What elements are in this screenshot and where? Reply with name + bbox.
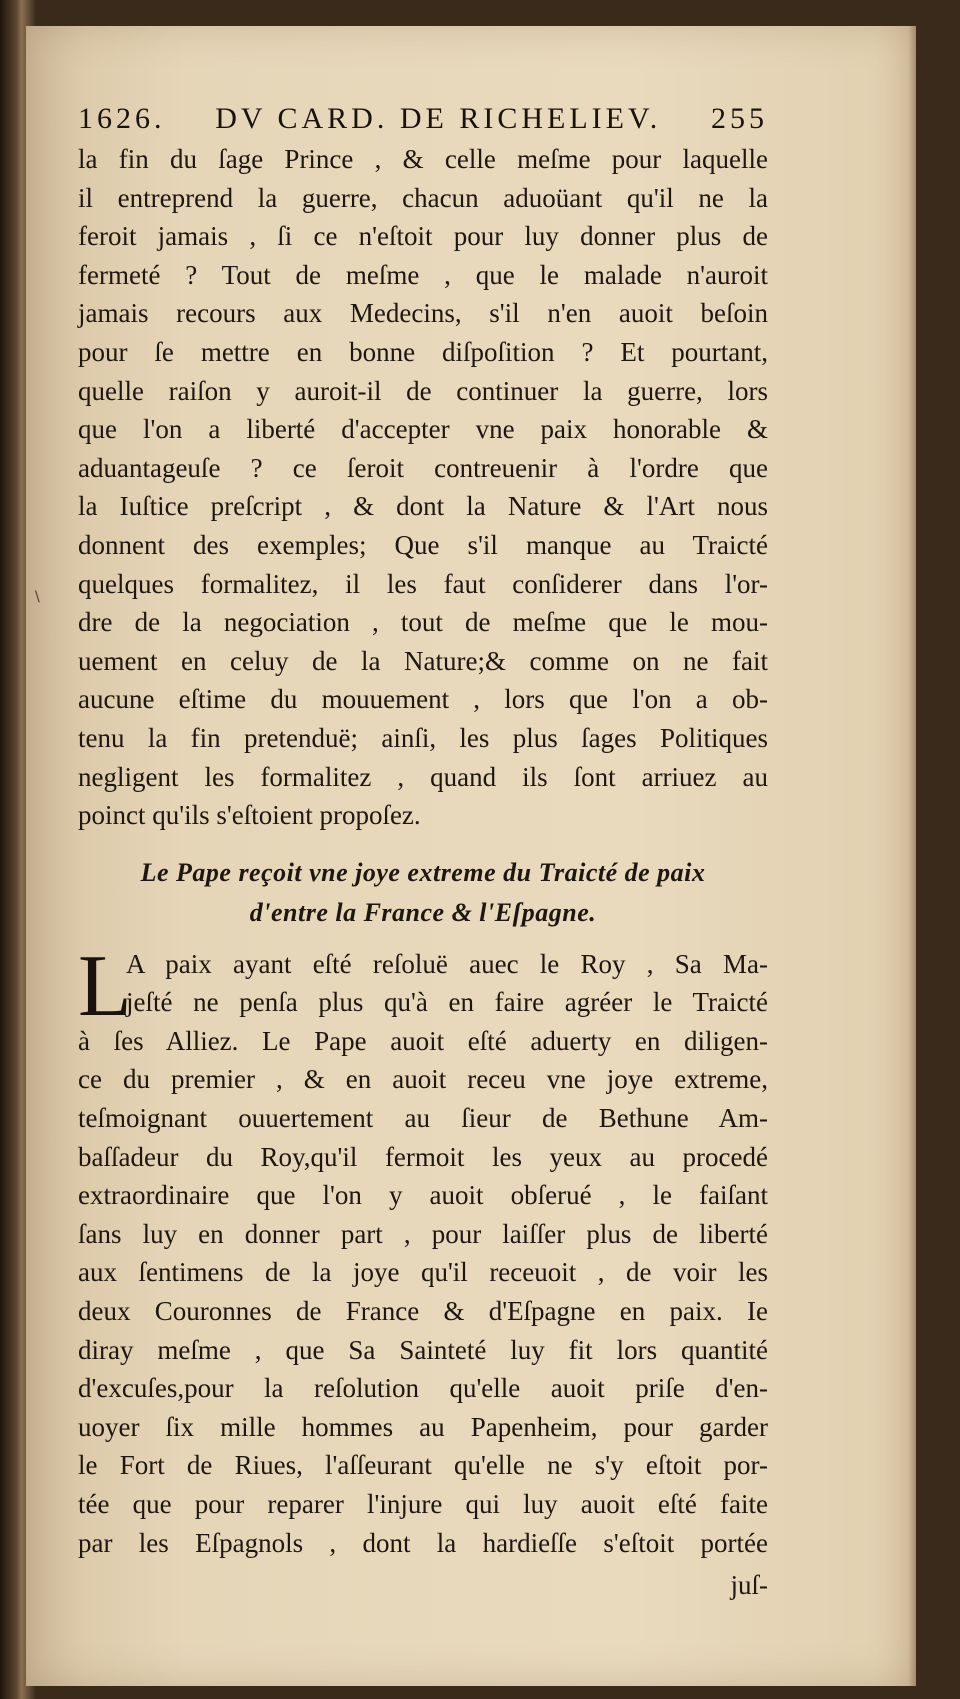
text-line: que l'on a liberté d'accepter vne paix honorable & <box>78 414 768 445</box>
text-line: dre de la negociation , tout de meſme que le mou- <box>78 607 768 638</box>
text-line: ce du premier , & en auoit receu vne joye extreme, <box>78 1064 768 1095</box>
page-edge-shadow <box>908 26 916 1686</box>
text-line: fermeté ? Tout de meſme , que le malade n'auroit <box>78 259 768 290</box>
text-line: extraordinaire que l'on y auoit obſerué , le faiſant <box>78 1180 768 1211</box>
section-heading-line: Le Pape reçoit vne joye extreme du Traicté de paix <box>140 857 706 887</box>
text-line: donnent des exemples; Que s'il manque au Traicté <box>78 529 768 560</box>
text-line: aduantageuſe ? ce ſeroit contreuenir à l'ordre que <box>78 452 768 483</box>
page-number: 255 <box>710 102 768 135</box>
text-line: deux Couronnes de France & d'Eſpagne en paix. Ie <box>78 1296 768 1327</box>
text-line: feroit jamais , ſi ce n'eſtoit pour luy donner plus de <box>78 221 768 252</box>
text-line: la Iuſtice preſcript , & dont la Nature & l'Art nous <box>78 491 768 522</box>
text-line: uement en celuy de la Nature;& comme on ne fait <box>78 645 768 676</box>
paragraph-a <box>78 140 768 835</box>
text-line: A paix ayant eſté reſoluë auec le Roy , Sa Ma- <box>126 948 768 979</box>
text-line: diray meſme , que Sa Sainteté luy fit lors quantité <box>78 1334 768 1365</box>
text-line: jamais recours aux Medecins, s'il n'en auoit beſoin <box>78 298 768 329</box>
text-line: negligent les formalitez , quand ils ſont arriuez au <box>78 761 768 792</box>
text-line: tenu la fin pretenduë; ainſi, les plus ſages Politiques <box>78 722 768 753</box>
running-head-title: DV CARD. DE RICHELIEV. <box>215 102 662 135</box>
text-line: quelques formalitez, il les faut conſiderer dans l'or- <box>78 568 768 599</box>
text-line: par les Eſpagnols , dont la hardieſſe s'eſtoit portée <box>78 1527 768 1558</box>
text-line: baſſadeur du Roy,qu'il fermoit les yeux au procedé <box>78 1141 768 1172</box>
running-head-year: 1626. <box>78 102 166 135</box>
text-line: aucune eſtime du mouuement , lors que l'on a ob- <box>78 684 768 715</box>
text-line: la fin du ſage Prince , & celle meſme pour laquelle <box>78 144 768 174</box>
text-line: poinct qu'ils s'eſtoient propoſez. <box>78 800 421 831</box>
section-heading-line: d'entre la France & l'Eſpagne. <box>249 897 597 927</box>
text-line: à ſes Alliez. Le Pape auoit eſté aduerty en diligen- <box>78 1025 768 1056</box>
page-text <box>78 100 768 1604</box>
text-line: aux ſentimens de la joye qu'il receuoit , de voir les <box>78 1257 768 1288</box>
paragraph-b <box>78 937 768 1563</box>
text-line: tée que pour reparer l'injure qui luy auoit eſté faite <box>78 1489 768 1519</box>
text-line: il entreprend la guerre, chacun aduoüant qu'il ne la <box>78 182 768 213</box>
section-heading <box>78 853 768 933</box>
text-line: d'excuſes,pour la reſolution qu'elle auoit priſe d'en- <box>78 1373 768 1404</box>
text-line: quelle raiſon y auroit-il de continuer la guerre, lors <box>78 375 768 406</box>
text-line: jeſté ne penſa plus qu'à en faire agréer le Traicté <box>126 987 768 1018</box>
margin-mark: \ <box>35 589 40 605</box>
text-line: le Fort de Riues, l'aſſeurant qu'elle ne s'y eſtoit por- <box>78 1450 768 1481</box>
text-line: uoyer ſix mille hommes au Papenheim, pour garder <box>78 1411 768 1442</box>
book-page <box>26 26 916 1686</box>
text-line: teſmoignant ouuertement au ſieur de Bethune Am- <box>78 1103 768 1134</box>
text-line: pour ſe mettre en bonne diſpoſition ? Et pourtant, <box>78 336 768 367</box>
text-line: ſans luy en donner part , pour laiſſer plus de liberté <box>78 1218 768 1249</box>
running-head <box>78 100 768 138</box>
catchword: juſ- <box>730 1570 768 1601</box>
drop-cap: L <box>78 937 132 1035</box>
